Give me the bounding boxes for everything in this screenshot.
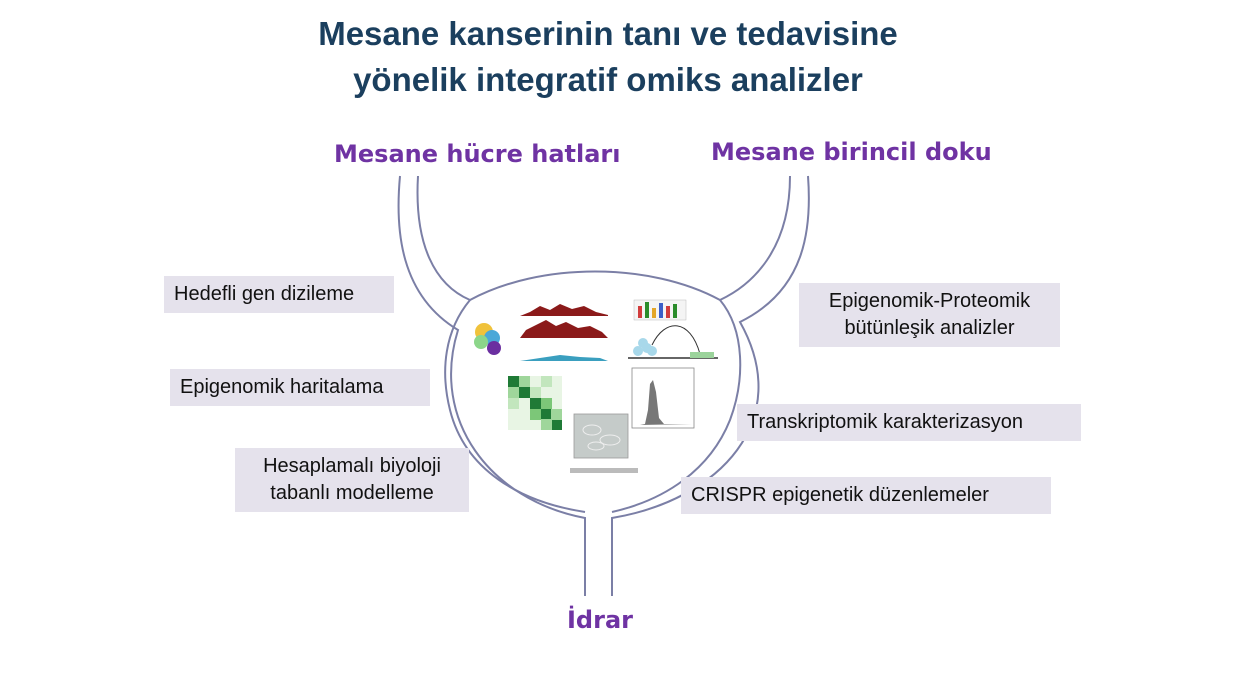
method-label-line-2: bütünleşik analizler [844, 317, 1015, 339]
method-box-epigenomic-proteomic [799, 283, 1060, 347]
cell-cluster-icon [474, 323, 501, 355]
bladder-inner-outline [418, 176, 790, 300]
method-label: CRISPR epigenetik düzenlemeler [691, 484, 989, 506]
page-title-line-1: Mesane kanserinin tanı ve tedavisine [318, 15, 898, 52]
method-label: Hedefli gen dizileme [174, 283, 355, 305]
method-box-epigenomic-mapping [170, 369, 430, 406]
histogram-icon [632, 368, 694, 428]
method-label: Transkriptomik karakterizasyon [747, 411, 1024, 433]
heatmap-icon [508, 376, 562, 430]
microscopy-image-icon [570, 414, 638, 473]
sequence-motif-icon [634, 300, 686, 320]
sequencing-tracks-icon [520, 304, 608, 361]
method-box-targeted-sequencing [164, 276, 394, 313]
page-title-line-2: yönelik integratif omiks analizler [353, 61, 863, 98]
method-label-line-1: Hesaplamalı biyoloji [263, 455, 441, 477]
right-ureter-label: Mesane birincil doku [711, 138, 992, 166]
left-ureter-label: Mesane hücre hatları [334, 140, 621, 168]
method-box-transcriptomic [737, 404, 1081, 441]
method-label-line-2: tabanlı modelleme [270, 482, 434, 504]
chromatin-loop-icon [628, 326, 718, 358]
method-box-crispr-epigenetic [681, 477, 1051, 514]
urethra-label: İdrar [567, 606, 633, 634]
method-box-computational-modeling [235, 448, 469, 512]
method-label: Epigenomik haritalama [180, 376, 384, 398]
method-label-line-1: Epigenomik-Proteomik [828, 290, 1031, 312]
